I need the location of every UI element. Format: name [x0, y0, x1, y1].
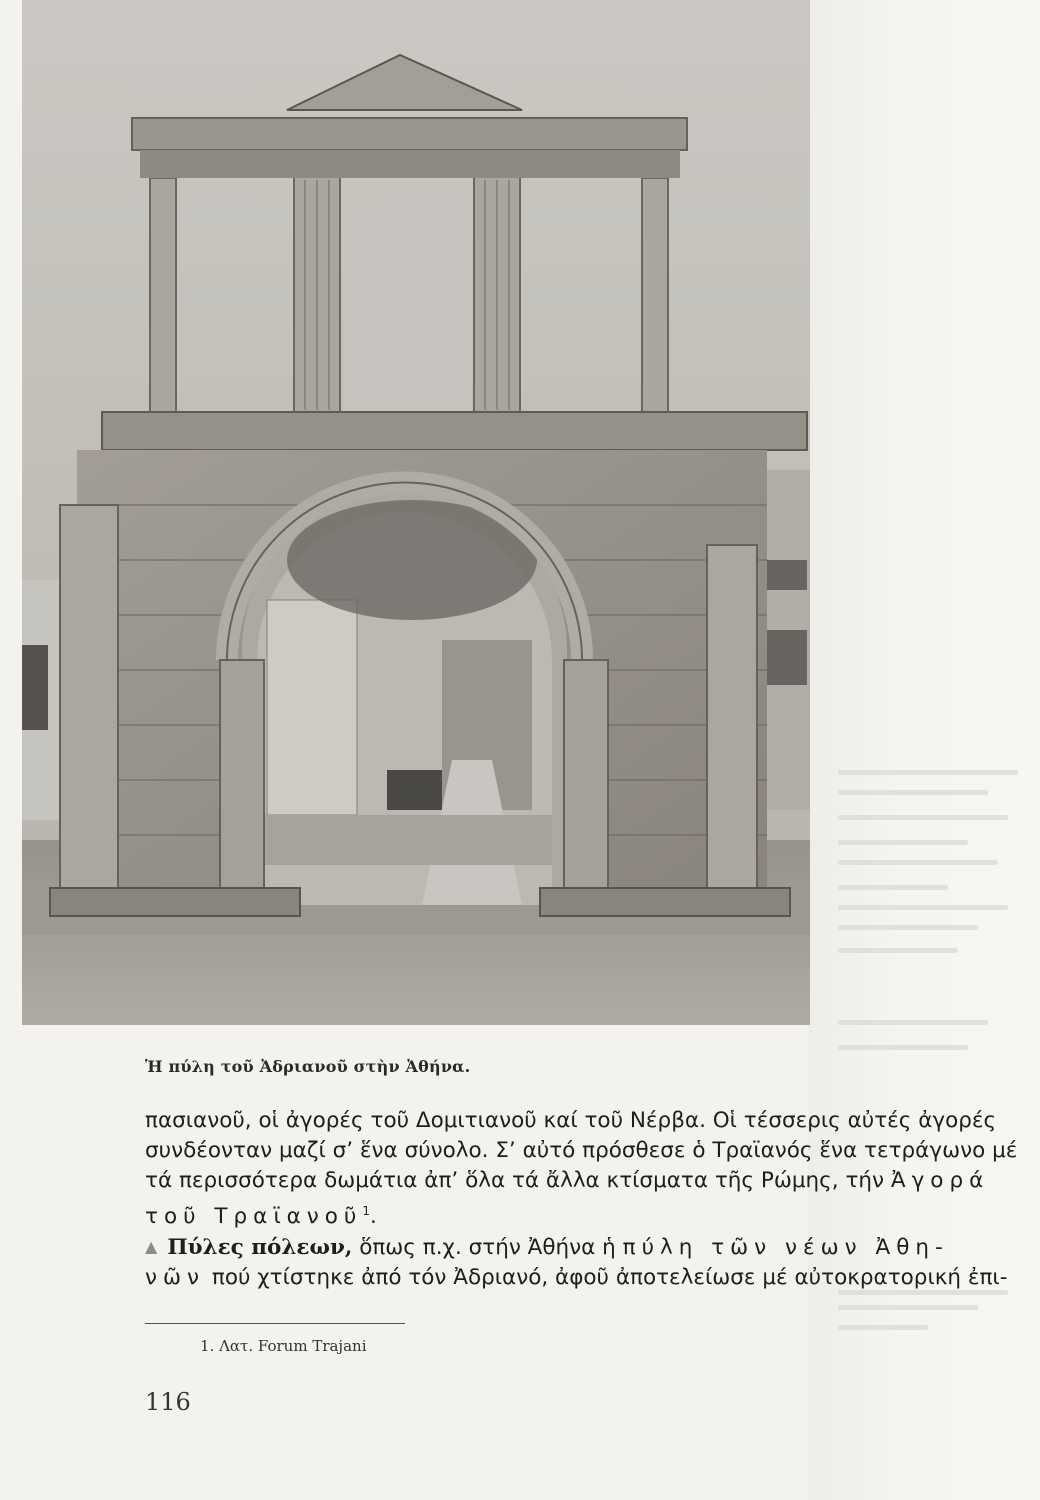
line-3-text: τά περισσότερα δωμάτια ἀπ’ ὅλα τά ἄλλα κτίσματα τῆς Ρώμης, τήν	[145, 1168, 885, 1193]
bleed-through-stroke	[838, 860, 998, 865]
paragraph-1-line-1: πασιανοῦ, οἱ ἀγορές τοῦ Δομιτιανοῦ καί τοῦ Νέρβα. Οἱ τέσσερις αὐτές ἀγορές	[145, 1108, 997, 1133]
body-text	[145, 1106, 1018, 1293]
line-4-end: .	[370, 1204, 377, 1230]
section-heading: Πύλες πόλεων,	[167, 1235, 353, 1261]
arch-of-hadrian-photo	[22, 0, 810, 1025]
line-1-text: ὅπως π.χ. στήν Ἀθήνα ἡ	[359, 1235, 616, 1261]
spaced-term-pyli: πύλη τῶν νέων Ἀθη-	[622, 1235, 949, 1261]
bleed-through-stroke	[838, 1325, 928, 1330]
paragraph-2-line-1	[145, 1232, 1005, 1263]
paragraph-1-line-3	[145, 1166, 1005, 1196]
bleed-through-stroke	[838, 815, 1008, 820]
bleed-through-stroke	[838, 1305, 978, 1310]
bleed-through-stroke	[838, 770, 1018, 775]
line-2-text: πού χτίστηκε ἀπό τόν Ἀδριανό, ἀφοῦ ἀποτελείωσε μέ αὐτοκρατορική ἐπι-	[211, 1265, 1008, 1291]
footnote-ref: 1	[362, 1204, 371, 1218]
bleed-through-stroke	[838, 1020, 988, 1025]
bleed-through-stroke	[838, 1045, 968, 1050]
spaced-term-traianou: τοῦ Τραϊανοῦ	[145, 1204, 363, 1230]
figure-caption: Ἡ πύλη τοῦ Ἀδριανοῦ στὴν Ἀθήνα.	[145, 1057, 471, 1076]
bleed-through-stroke	[838, 905, 1008, 910]
bleed-through-stroke	[838, 840, 968, 845]
bleed-through-stroke	[838, 925, 978, 930]
paragraph-1-line-4	[145, 1196, 1005, 1232]
paragraph-2-line-2	[145, 1263, 1008, 1293]
bleed-through-stroke	[838, 885, 948, 890]
triangle-marker-icon: ▲	[145, 1237, 158, 1257]
page-number: 116	[145, 1388, 191, 1416]
bleed-through-stroke	[838, 948, 958, 953]
footnote-divider	[145, 1323, 405, 1324]
bleed-through-stroke	[838, 790, 988, 795]
paragraph-1-line-2: συνδέονταν μαζί σ’ ἕνα σύνολο. Σ’ αὐτό πρόσθεσε ὁ Τραϊανός ἕνα τετράγωνο μέ	[145, 1138, 1018, 1163]
footnote: 1. Λατ. Forum Trajani	[200, 1337, 367, 1355]
spaced-term-non: νῶν	[145, 1265, 206, 1291]
spaced-term-agora: Ἀγορά	[890, 1168, 990, 1193]
